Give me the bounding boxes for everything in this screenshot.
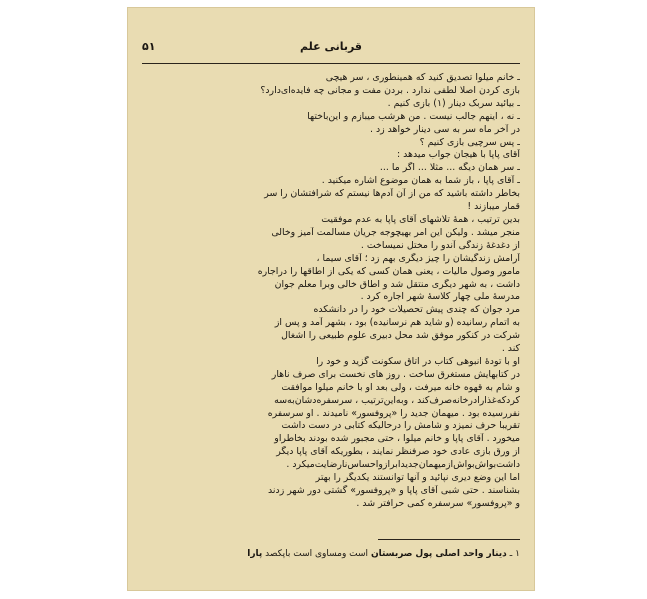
text-line: در آخر ماه سر به سی دینار خواهد زد . (369, 123, 520, 135)
footnote-country: صربستان (370, 549, 413, 559)
book-page (128, 8, 534, 590)
text-line: ـ پس سرچیی بازی کنیم ؟ (419, 136, 520, 148)
page-header (142, 40, 520, 58)
text-line: ـ خانم میلوا تصدیق کنید که همینطوری ، سر هیچی (325, 72, 520, 83)
footnote-marker: ۱ ـ (509, 549, 520, 559)
text-line: بخاطر داشته باشید که من از آن آدم‌ها نیستم که شرافتشان را سر (264, 188, 520, 200)
text-line: مرد جوان که چندی پیش تحصیلات خود را در دانشکده (313, 304, 520, 316)
text-line: در کتابهایش مستغرق ساخت . روز های نخست برای صرف ناهار (271, 368, 520, 380)
text-line: کند . (501, 343, 520, 355)
footnote-rule (378, 539, 520, 540)
text-line: ـ آقای پاپا ، باز شما به همان موضوع اشاره میکنید . (321, 175, 520, 187)
text-line: آقای پاپا با هیجان جواب میدهد : (397, 149, 520, 161)
text-line: نفررسیده بود . میهمان جدید را «پروفسور» نامیدند . او سرسفره (267, 407, 520, 419)
text-line: داشت‌بواش‌بواش‌ازمیهمان‌جدیدابرازو‌احساس‌نارضایت‌میکرد . (286, 459, 520, 471)
body-text (148, 72, 520, 511)
footnote-before: دینار واحد اصلی پول (415, 549, 507, 559)
text-line: بدین ترتیب ، همهٔ تلاشهای آقای پاپا به عدم موفقیت (321, 213, 520, 225)
text-line: از ورق بازی عادی خود صرفنظر نمایند ، بطوریکه آقای پاپا دیگر (276, 446, 520, 458)
text-line: میخورد . آقای پاپا و خانم میلوا ، حتی مجبور شده بودند بخاطراو (274, 433, 520, 445)
text-line: اما این وضع دیری نپائید و آنها توانستند یکدیگر را بهتر (315, 472, 520, 484)
text-line: ـ سر همان دیگه ... مثلا ... اگر ما ... (379, 162, 520, 174)
text-line: و شام به قهوه خانه میرفت ، ولی بعد او با خانم میلوا موافقت (281, 381, 520, 393)
page-number: ۵۱ (142, 40, 156, 53)
text-line: ـ بیائید سربک دینار (۱) بازی کنیم . (387, 97, 520, 109)
text-line: او با تودهٔ انبوهی کتاب در اتاق سکونت گزید و خود را (316, 355, 520, 367)
text-line: تقریبا حرف نمیزد و شامش را درحالیکه کتابی در دست داشت (281, 420, 520, 432)
text-line: به اتمام رسانیده (و شاید هم نرسانیده) بود ، بشهر آمد و پس از (274, 317, 520, 329)
header-rule (142, 63, 520, 64)
text-line: شرکت در کنکور موفق شد محل دبیری علوم طبیعی را اشغال (281, 330, 520, 342)
text-line: مدرسهٔ ملی چهار کلاسهٔ شهر اجاره کرد . (360, 291, 520, 303)
text-line: و «پروفسور» سرسفره کمی حرافتر شد . (356, 497, 520, 509)
text-line: ـ نه ، اینهم جالب نیست . من هرشب میبازم و این‌باختها (307, 110, 520, 122)
text-line: آرامش زندگیشان را چیز دیگری بهم زد ؛ آقای سیما ، (316, 252, 520, 264)
text-line: قمار میبازند ! (467, 201, 520, 213)
text-line: کردکه‌غذاراد‌رخانه‌صرف‌کند ، وبه‌این‌ترتیب ، سرسفره‌دشان‌به‌سه (274, 394, 520, 406)
footnote-middle: است ومساوی است باپکصد (265, 549, 369, 559)
footnote-unit: پارا (247, 549, 263, 559)
text-line: بازی کردن اصلا لطفی ندارد . بردن مفت و مجانی چه فایده‌ای‌دارد؟ (260, 84, 520, 96)
text-line: منجر میشد . ولیکن این امر بهیچوجه جریان مسالمت آمیز وخالی (271, 226, 520, 238)
footnote (142, 549, 520, 559)
running-title: قربانی علم (299, 40, 363, 53)
text-line: مامور وصول مالیات ، یعنی همان کسی که یکی از اطاقها را دراجاره (257, 265, 520, 277)
text-line: داشت ، به شهر دیگری منتقل شد و اطاق خالی وبرا معلم جوان (274, 278, 520, 290)
text-line: از دغدغهٔ زندگی آندو را مختل نمیساخت . (360, 239, 520, 251)
text-line: بشناسند . حتی شبی آقای پاپا و «پروفسور» گشتی دور شهر زدند (268, 485, 520, 496)
